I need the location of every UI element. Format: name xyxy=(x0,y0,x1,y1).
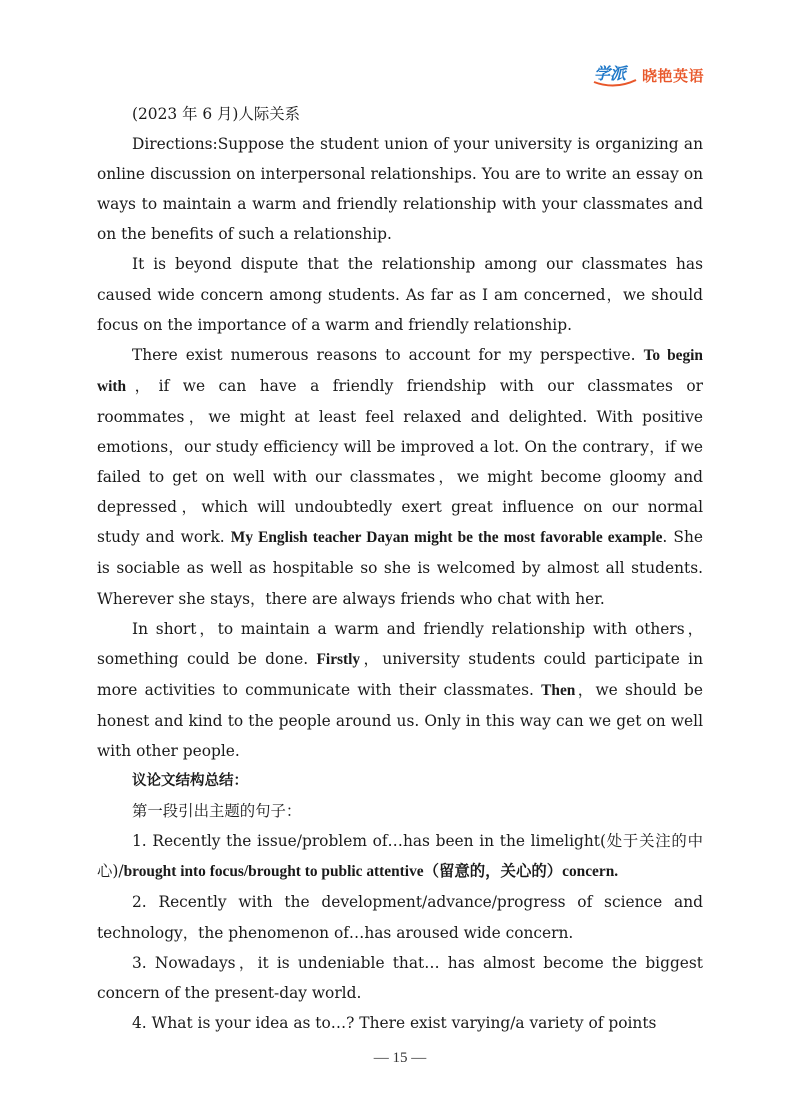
sentence-item-3: 3. Nowadays，it is undeniable that… has almost become the biggest concern of the present-day world. xyxy=(97,953,703,1002)
brand-name: 晓艳英语 xyxy=(642,66,705,85)
essay-paragraph-1: It is beyond dispute that the relationship among our classmates has caused wide concern among students. As far as I am concerned，we should focus on the importance of a warm and friendly relationship. xyxy=(97,255,703,334)
sentence-item-4: 4. What is your idea as to…? There exist varying/a variety of points xyxy=(132,1013,657,1032)
essay-paragraph-2: There exist numerous reasons to account for my perspective. To begin with，if we can have a friendly friendship with our classmates or roommates，we might at least feel relaxed and delighted. With positive emotions，our study efficiency will be improved a lot. On the contrary，if we failed to get on well with our classmates，we might become gloomy and depressed，which will undoubtedly exert great influence on our normal study and work. My English teacher Dayan might be the most favorable example. She is sociable as well as hospitable so she is welcomed by almost all students. Wherever she stays，there are always friends who chat with her. xyxy=(97,345,703,608)
sentence-item-2: 2. Recently with the development/advance/progress of science and technology，the phenomenon of…has aroused wide concern. xyxy=(97,893,703,942)
first-paragraph-label: 第一段引出主题的句子： xyxy=(132,802,302,821)
essay-title: (2023 年 6 月)人际关系 xyxy=(132,105,300,123)
brand-logo xyxy=(592,62,722,88)
sentence-item-1: 1. Recently the issue/problem of…has been in the limelight(处于关注的中心)/brought into focus/brought to public attentive（留意的，关心的）concern. xyxy=(97,832,703,881)
summary-heading: 议论文结构总结： xyxy=(132,773,248,790)
xuepai-logo-icon xyxy=(592,62,638,88)
svg-text:学派: 学派 xyxy=(594,64,627,83)
essay-paragraph-3: In short，to maintain a warm and friendly relationship with others，something could be done. Firstly，university students could participate in more activities to communicate with their classmates. Then，we should be honest and kind to the people around us. Only in this way can we get on well with other people. xyxy=(97,619,704,760)
page-number: — 15 — xyxy=(373,1050,427,1066)
document-body xyxy=(97,99,703,1038)
directions-paragraph: Directions:Suppose the student union of your university is organizing an online discussion on interpersonal relationships. You are to write an essay on ways to maintain a warm and friendly relationship with your classmates and on the benefits of such a relationship. xyxy=(97,135,703,244)
